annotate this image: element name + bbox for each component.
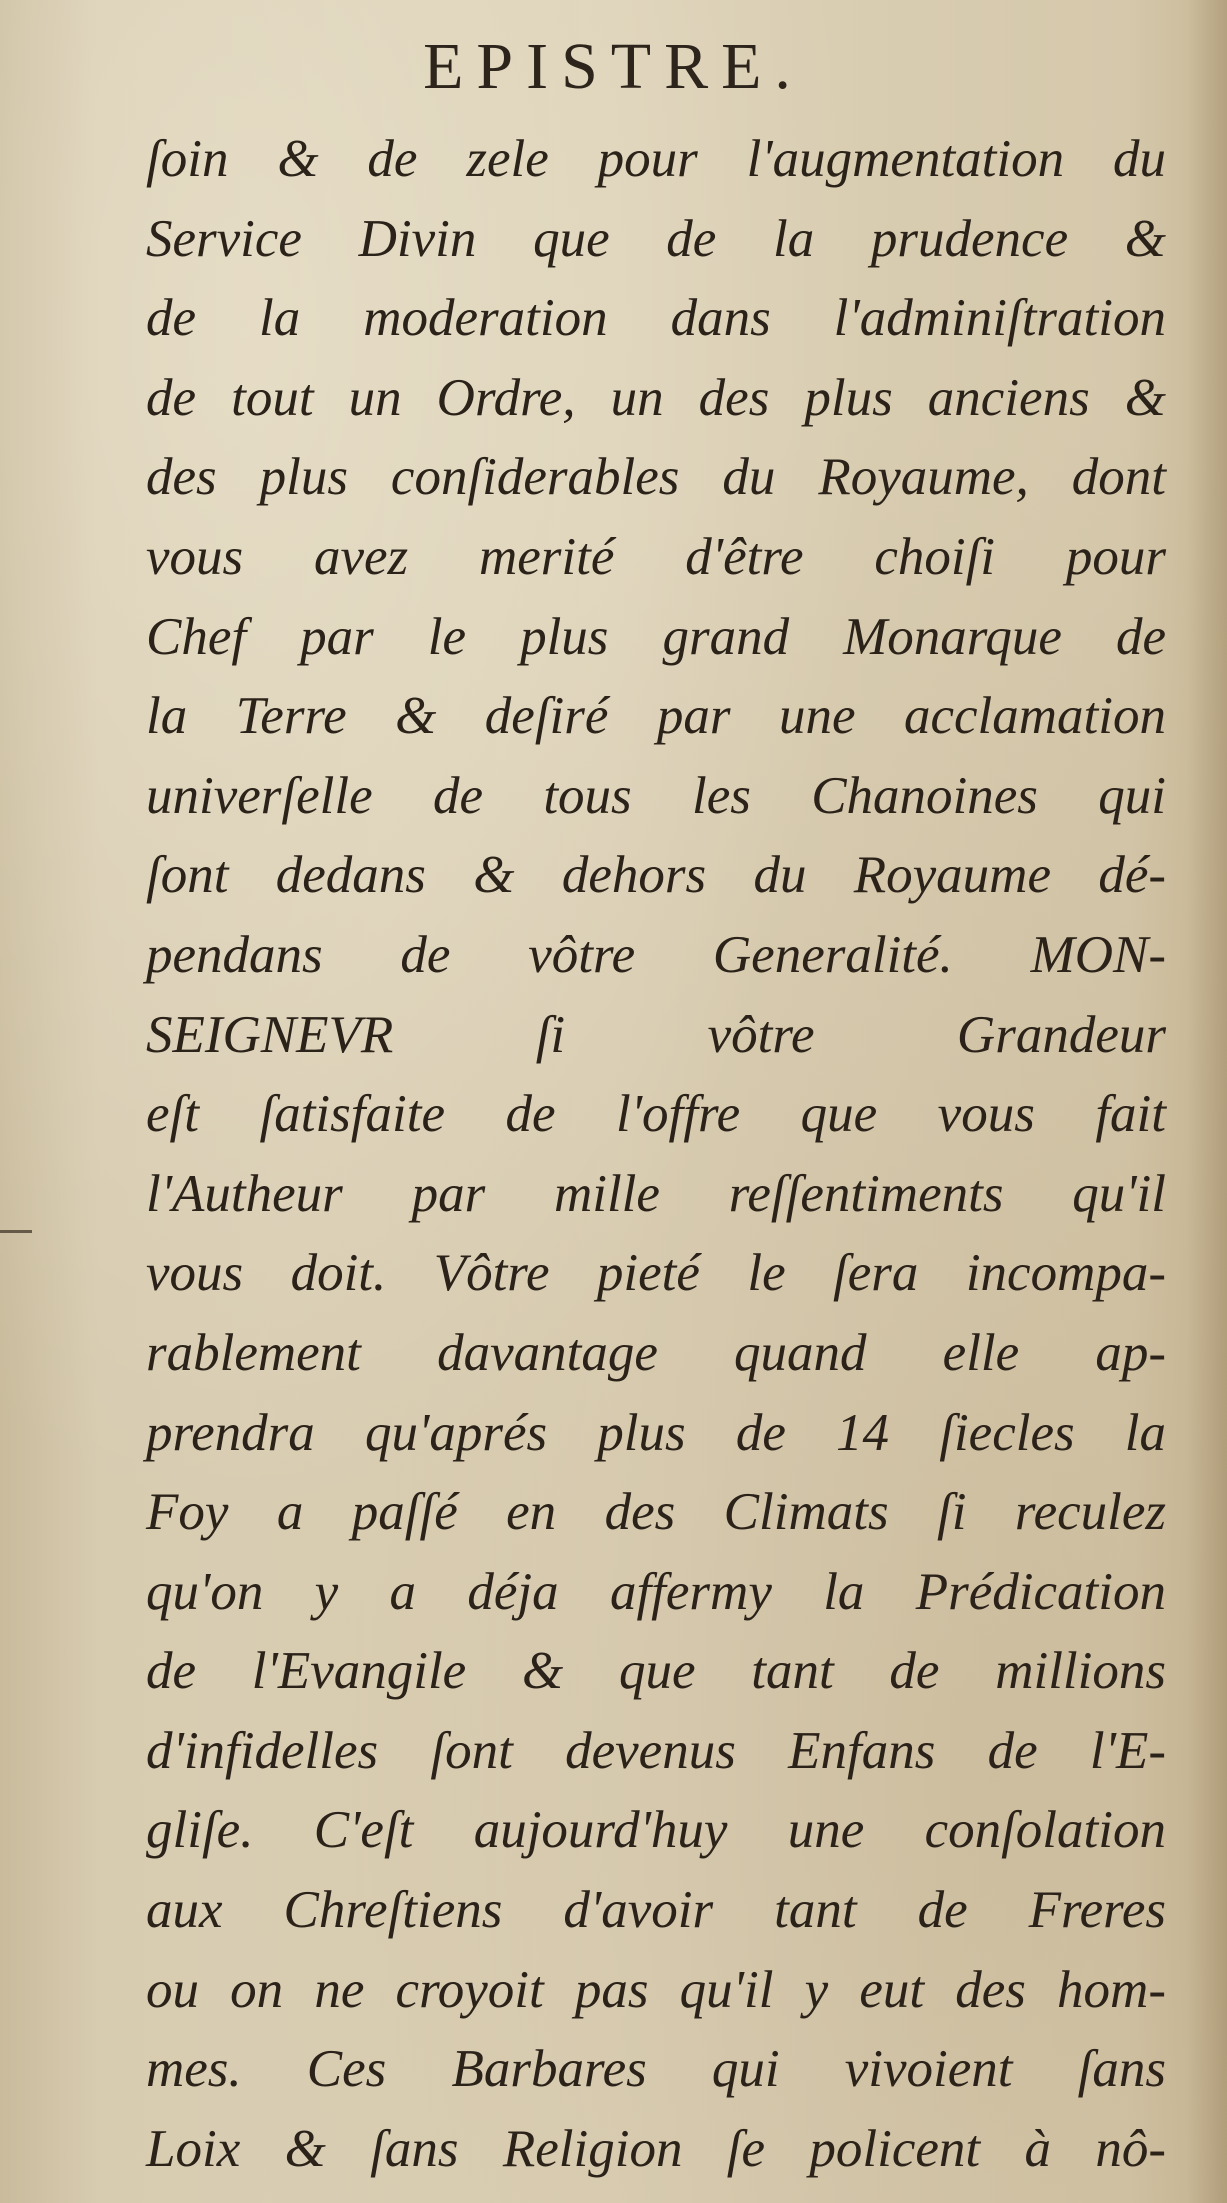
text-line: pendans de vôtre Generalité. MON- [146, 925, 1166, 984]
text-line: SEIGNEVR ſi vôtre Grandeur [146, 1005, 1166, 1064]
text-line: d'infidelles ſont devenus Enfans de l'E- [146, 1721, 1166, 1780]
text-line: vous avez merité d'être choiſi pour [146, 527, 1166, 586]
text-line: prendra qu'aprés plus de 14 ſiecles la [146, 1403, 1166, 1462]
body-text [146, 120, 1166, 2189]
margin-mark [0, 1230, 32, 1233]
text-line: ſont dedans & dehors du Royaume dé- [146, 846, 1166, 905]
text-line: rablement davantage quand elle ap- [146, 1323, 1166, 1382]
page-edge-shadow [1187, 0, 1227, 2203]
text-line: vous doit. Vôtre pieté le ſera incompa- [146, 1244, 1166, 1303]
text-line: Foy a paſſé en des Climats ſi reculez [146, 1483, 1166, 1542]
text-line: aux Chreſtiens d'avoir tant de Freres [146, 1881, 1166, 1940]
text-line: de tout un Ordre, un des plus anciens & [146, 368, 1166, 427]
text-line: Chef par le plus grand Monarque de [146, 607, 1166, 666]
text-line: de l'Evangile & que tant de millions [146, 1642, 1166, 1701]
text-line: de la moderation dans l'adminiſtration [146, 289, 1166, 348]
text-line: ſoin & de zele pour l'augmentation du [146, 130, 1166, 188]
text-line: des plus conſiderables du Royaume, dont [146, 448, 1166, 507]
text-line: l'Autheur par mille reſſentiments qu'il [146, 1164, 1166, 1223]
text-line: ou on ne croyoit pas qu'il y eut des hom- [146, 1960, 1166, 2019]
running-header: EPISTRE. [423, 30, 804, 103]
text-line: qu'on y a déja affermy la Prédication [146, 1562, 1166, 1621]
text-line: eſt ſatisfaite de l'offre que vous fait [146, 1085, 1166, 1144]
text-line: Service Divin que de la prudence & [146, 209, 1166, 268]
text-line: univerſelle de tous les Chanoines qui [146, 766, 1166, 825]
text-line: gliſe. C'eſt aujourd'huy une conſolation [146, 1801, 1166, 1860]
text-line: la Terre & deſiré par une acclamation [146, 687, 1166, 746]
text-line: Loix & ſans Religion ſe policent à nô- [146, 2119, 1166, 2178]
text-line: mes. Ces Barbares qui vivoient ſans [146, 2040, 1166, 2099]
